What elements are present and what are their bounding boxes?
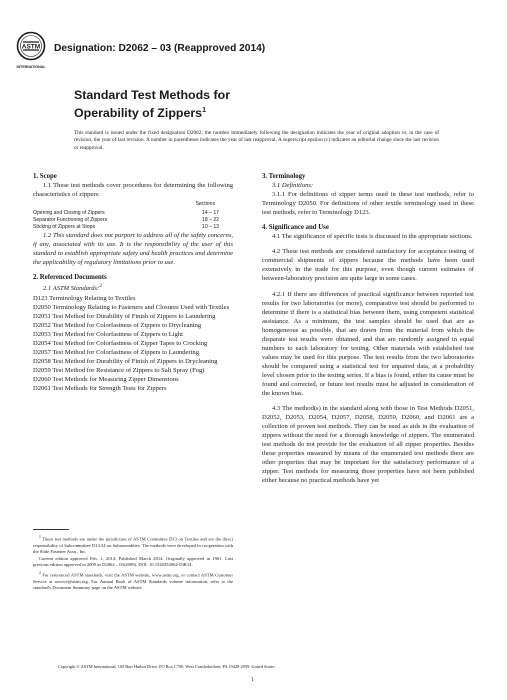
sections-row-label: Sticking of Zippers at Stops xyxy=(33,224,96,231)
significance-4-1: 4.1 The significance of specific tests is discussed in the appropriate sections. xyxy=(272,233,473,241)
referenced-documents-heading: 2. Referenced Documents xyxy=(33,274,107,282)
scope-heading: 1. Scope xyxy=(33,173,57,180)
sections-row-label: Opening and Closing of Zippers xyxy=(33,210,105,217)
astm-standards-label xyxy=(33,282,233,293)
reference-item: D2059 Test Method for Resistance of Zippers to Salt Spray (Fog) xyxy=(33,366,205,374)
page-number: 1 xyxy=(251,677,254,683)
standard-notice: This standard is issued under the fixed designation D2062; the number immediately following the designation indicates the year of original adoption or, in the case of revision, the year of last revision. A number in parentheses indicates the year of last reapproval. A superscript epsilon (ε) indicates an editorial change since the last revision or reapproval. xyxy=(74,130,439,151)
title-line-2-text: Operability of Zippers xyxy=(74,106,203,121)
sections-row xyxy=(33,210,233,217)
title-line-2 xyxy=(74,103,230,121)
footnote-1-text: These test methods are under the jurisdiction of ASTM Committee D13 on Textiles and are the direct responsibility of Subcommittee D13.54 on Subassemblies. The methods were developed in cooperation with the Slide Fastener Assn., Inc. xyxy=(33,536,233,554)
designation: Designation: D2062 – 03 (Reapproved 2014) xyxy=(54,43,266,54)
terminology-heading: 3. Terminology xyxy=(262,173,306,180)
reference-item: D2057 Test Method for Colorfastness of Zippers to Laundering xyxy=(33,348,199,356)
footnote-1 xyxy=(33,534,233,555)
svg-text:ASTM: ASTM xyxy=(21,43,41,51)
astm-standards-footnote-mark: 2 xyxy=(99,283,102,290)
reference-item: D2053 Test Method for Colorfastness of Zippers to Light xyxy=(33,330,183,338)
reference-item: D2061 Test Methods for Strength Tests for Zippers xyxy=(33,385,167,393)
footnote-1-mark: 1 xyxy=(39,535,41,539)
sections-row xyxy=(33,217,233,224)
reference-item: D2052 Test Method for Colorfastness of Zippers to Drycleaning xyxy=(33,321,202,329)
footnote-divider xyxy=(33,529,69,530)
footnotes xyxy=(33,534,233,592)
significance-heading: 4. Significance and Use xyxy=(262,224,329,232)
reference-item: D2058 Test Method for Durability of Finish of Zippers to Drycleaning xyxy=(33,357,218,365)
sections-table xyxy=(33,201,233,231)
sections-row-value: 10 – 13 xyxy=(202,224,219,231)
reference-item: D2050 Terminology Relating to Fasteners and Closures Used with Textiles xyxy=(33,303,230,311)
sections-header: Sections xyxy=(195,201,215,208)
significance-4-2: 4.2 These test methods are considered satisfactory for acceptance testing of commercial shipments of zippers because the methods have been used extensively in the trade for this purpose, even though current estimates of between-laboratory precision are quite large in some cases. xyxy=(262,248,474,283)
reference-item: D2054 Test Method for Colorfastness of Zipper Tapes to Crocking xyxy=(33,339,208,347)
reference-item: D2051 Test Method for Durability of Finish of Zippers to Laundering xyxy=(33,312,216,320)
footnote-2-text: For referenced ASTM standards, visit the ASTM website, www.astm.org, or contact ASTM Customer Service at service@astm.org. For Annual Book of ASTM Standards volume information, refer to the standard's Document Summary page on the ASTM website. xyxy=(33,572,233,590)
scope-1-2: 1.2 This standard does not purport to address all of the safety concerns, if any, associated with its use. It is the responsibility of the user of this standard to establish appropriate safety and health practices and determine the applicability of regulatory limitations prior to use. xyxy=(33,232,233,267)
left-column xyxy=(33,172,233,393)
astm-logo xyxy=(16,30,46,76)
terminology-3-1: 3.1 Definitions: xyxy=(272,182,314,190)
reference-item: D123 Terminology Relating to Textiles xyxy=(33,294,136,302)
significance-4-2-1: 4.2.1 If there are differences of practical significance between reported test results for two laboratories (or more), comparative test should be performed to determine if there is a statistical bias between them, using competent statistical assistance. As a minimum, the test samples should be used that are as homogeneous as possible, that are drawn from the material from which the disparate test results were obtained, and that are randomly assigned in equal numbers to each laboratory for testing. Other materials with established test values may be used for this purpose. The test results from the two laboratories should be compared using a statistical test for unpaired data, at a probability level chosen prior to the testing series. If a bias is found, either its cause must be found and corrected, or future test results must be adjusted in consideration of the known bias. xyxy=(262,290,474,398)
sections-row xyxy=(33,224,233,231)
footnote-2-mark: 2 xyxy=(39,571,41,575)
copyright-notice: Copyright © ASTM International, 100 Barr Harbor Drive, PO Box C700, West Conshohocken, PA 19428-2959. United States xyxy=(58,664,275,669)
sections-row-value: 18 – 22 xyxy=(202,217,219,224)
sections-row-label: Separator Functioning of Zippers xyxy=(33,217,108,224)
title-line-1: Standard Test Methods for xyxy=(74,88,231,102)
document-title xyxy=(74,88,230,121)
footnote-2 xyxy=(33,570,233,591)
terminology-3-1-1: 3.1.1 For definitions of zipper terms used in these test methods, refer to Terminology D2050. For definitions of other textile terminology used in these test methods, refer to Terminology D123. xyxy=(262,191,474,217)
reference-item: D2060 Test Methods for Measuring Zipper Dimensions xyxy=(33,376,179,384)
astm-standards-text: 2.1 ASTM Standards: xyxy=(43,285,100,293)
right-column xyxy=(262,172,474,486)
sections-row-value: 14 – 17 xyxy=(202,210,219,217)
significance-4-3: 4.3 The method(s) in the standard along with those in Test Methods D2051, D2052, D2053, D2054, D2057, D2058, D2059, D2060, and D2061 are a collection of proven test methods. They can be used as aids in the evaluation of zippers without the need for a thorough knowledge of zippers. The enumerated test methods do not provide for the evaluation of all zipper properties. Besides those properties measured by means of the enumerated test methods there are other properties that may be important for the satisfactory performance of a zipper. Test methods for measuring those properties have not been published either because no practical methods have yet xyxy=(262,405,474,485)
scope-1-1: 1.1 These test methods cover procedures for determining the following characteristics of zippers: xyxy=(33,182,233,199)
footnote-1-edition: Current edition approved Feb. 1, 2014. Published March 2014. Originally approved in 1961. Last previous edition approved in 2009 as D2062 – 03(2009). DOI: 10.1520/D2062-03R14. xyxy=(33,556,233,568)
svg-text:INTERNATIONAL: INTERNATIONAL xyxy=(16,65,46,69)
title-footnote-mark: 1 xyxy=(202,107,206,114)
